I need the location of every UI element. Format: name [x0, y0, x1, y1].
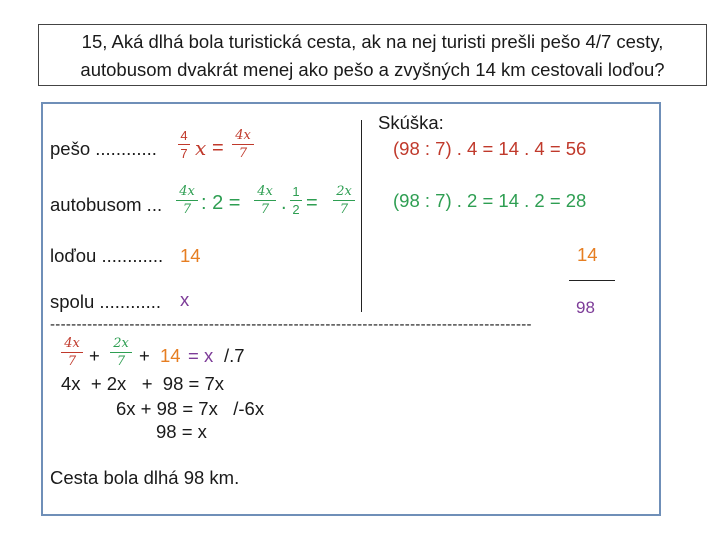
- peso-result-fraction: [232, 128, 254, 161]
- eq-f2-den: 7: [116, 354, 126, 369]
- bus-label: autobusom ...: [50, 194, 163, 215]
- check-line-lod: 14: [577, 244, 598, 265]
- eq-plus-1: +: [89, 345, 100, 366]
- bus-fraction-2: [254, 184, 276, 217]
- eq-term-14: 14: [160, 345, 181, 366]
- bus-frac4-num: 2x: [336, 184, 352, 199]
- problem-title: [38, 24, 707, 86]
- eq-row-4: 98 = x: [156, 421, 207, 442]
- peso-res-den: 7: [238, 146, 248, 161]
- bus-fraction-1: [176, 184, 198, 217]
- eq-multiply: /.7: [224, 345, 245, 366]
- peso-equals: =: [212, 137, 224, 159]
- bus-divide: : 2 =: [201, 192, 241, 214]
- title-line-1: 15, Aká dlhá bola turistická cesta, ak na nej turisti prešli pešo 4/7 cesty,: [81, 31, 664, 52]
- bus-frac2-num: 4x: [257, 184, 273, 199]
- bus-frac3-num: 1: [292, 184, 300, 199]
- bus-frac3-den: 2: [292, 202, 300, 217]
- eq-equals-x: = x: [188, 345, 214, 366]
- check-line-peso: (98 : 7) . 4 = 14 . 4 = 56: [393, 138, 587, 159]
- title-line-2: autobusom dvakrát menej ako pešo a zvyšných 14 km cestovali loďou?: [80, 59, 665, 80]
- peso-x: x: [195, 136, 207, 160]
- check-line-bus: (98 : 7) . 2 = 14 . 2 = 28: [393, 190, 587, 211]
- eq-f1-den: 7: [67, 354, 77, 369]
- spolu-value: x: [180, 289, 190, 310]
- bus-frac2-den: 7: [260, 202, 270, 217]
- peso-frac-den: 7: [180, 146, 188, 161]
- lod-label: loďou ............: [50, 245, 164, 266]
- bus-frac1-den: 7: [182, 202, 192, 217]
- check-label: Skúška:: [378, 112, 444, 133]
- answer-text: Cesta bola dlhá 98 km.: [50, 467, 240, 488]
- bus-frac1-num: 4x: [179, 184, 195, 199]
- bus-frac4-den: 7: [339, 202, 349, 217]
- peso-fraction: [178, 128, 190, 161]
- eq-fraction-2: [110, 336, 132, 369]
- lod-value: 14: [180, 245, 201, 266]
- dashed-divider: -------------------------------------------------------------------------------------------: [50, 316, 532, 333]
- peso-label: pešo ............: [50, 138, 157, 159]
- peso-res-num: 4x: [235, 128, 251, 143]
- eq-row-2: 4x + 2x + 98 = 7x: [61, 373, 225, 394]
- eq-plus-2: +: [139, 345, 150, 366]
- spolu-label: spolu ............: [50, 291, 162, 312]
- bus-fraction-3: [290, 184, 302, 217]
- sum-underline: [569, 280, 615, 281]
- bus-fraction-4: [333, 184, 355, 217]
- eq-fraction-1: [61, 336, 83, 369]
- check-total: 98: [576, 298, 595, 317]
- eq-f1-num: 4x: [64, 336, 80, 351]
- bus-equals: =: [306, 192, 318, 214]
- peso-frac-num: 4: [180, 128, 188, 143]
- vertical-divider: [361, 120, 362, 312]
- eq-row-3: 6x + 98 = 7x /-6x: [116, 398, 265, 419]
- bus-dot: .: [281, 192, 287, 214]
- eq-f2-num: 2x: [113, 336, 129, 351]
